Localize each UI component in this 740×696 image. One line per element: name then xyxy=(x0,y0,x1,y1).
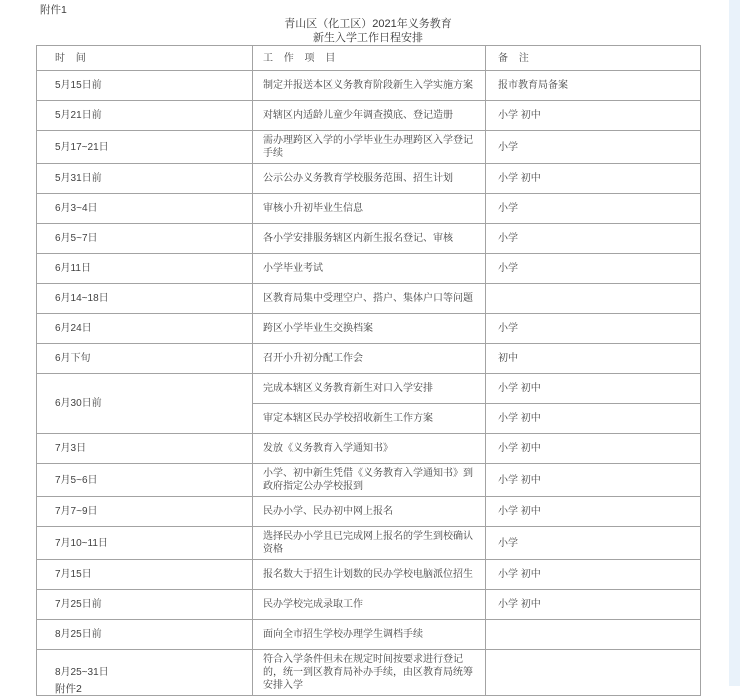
task-cell: 各小学安排服务辖区内新生报名登记、审核 xyxy=(253,224,486,254)
time-cell: 5月21日前 xyxy=(37,101,253,131)
table-row xyxy=(37,101,701,131)
task-cell: 需办理跨区入学的小学毕业生办理跨区入学登记手续 xyxy=(253,131,486,164)
table-row xyxy=(37,527,701,560)
table-row xyxy=(37,164,701,194)
header-row xyxy=(37,46,701,71)
task-cell: 完成本辖区义务教育新生对口入学安排 xyxy=(253,374,486,404)
time-cell: 6月下旬 xyxy=(37,344,253,374)
task-cell: 公示公办义务教育学校服务范围、招生计划 xyxy=(253,164,486,194)
document-title xyxy=(36,17,700,45)
task-cell: 审核小升初毕业生信息 xyxy=(253,194,486,224)
time-cell: 5月15日前 xyxy=(37,71,253,101)
task-cell: 召开小升初分配工作会 xyxy=(253,344,486,374)
task-cell: 制定并报送本区义务教育阶段新生入学实施方案 xyxy=(253,71,486,101)
table-row xyxy=(37,344,701,374)
document-title-line2: 新生入学工作日程安排 xyxy=(313,32,423,44)
table-row xyxy=(37,194,701,224)
table-row xyxy=(37,434,701,464)
header-note: 备 注 xyxy=(486,46,701,71)
note-cell: 小学 初中 xyxy=(486,497,701,527)
note-cell: 小学 xyxy=(486,194,701,224)
time-cell: 7月5~6日 xyxy=(37,464,253,497)
table-row xyxy=(37,71,701,101)
task-cell: 发放《义务教育入学通知书》 xyxy=(253,434,486,464)
time-cell: 6月5~7日 xyxy=(37,224,253,254)
note-cell: 报市教育局备案 xyxy=(486,71,701,101)
time-cell: 7月15日 xyxy=(37,560,253,590)
time-cell: 8月25日前 xyxy=(37,620,253,650)
note-cell: 小学 初中 xyxy=(486,101,701,131)
time-cell: 6月24日 xyxy=(37,314,253,344)
task-cell: 审定本辖区民办学校招收新生工作方案 xyxy=(253,404,486,434)
table-row xyxy=(37,590,701,620)
note-cell xyxy=(486,620,701,650)
task-cell: 报名数大于招生计划数的民办学校电脑派位招生 xyxy=(253,560,486,590)
time-cell: 8月25~31日 xyxy=(37,650,253,696)
scrollbar-track[interactable] xyxy=(729,0,740,686)
attachment-label: 附件1 xyxy=(40,4,67,16)
schedule-table-header xyxy=(37,46,701,71)
task-cell: 民办小学、民办初中网上报名 xyxy=(253,497,486,527)
note-cell: 小学 xyxy=(486,254,701,284)
task-cell: 对辖区内适龄儿童少年调查摸底、登记造册 xyxy=(253,101,486,131)
time-cell: 7月7~9日 xyxy=(37,497,253,527)
time-cell: 7月3日 xyxy=(37,434,253,464)
time-cell: 6月14~18日 xyxy=(37,284,253,314)
task-cell: 小学毕业考试 xyxy=(253,254,486,284)
note-cell: 小学 xyxy=(486,314,701,344)
task-cell: 小学、初中新生凭借《义务教育入学通知书》到政府指定公办学校报到 xyxy=(253,464,486,497)
task-cell: 跨区小学毕业生交换档案 xyxy=(253,314,486,344)
time-cell: 5月31日前 xyxy=(37,164,253,194)
table-row xyxy=(37,650,701,696)
note-cell: 小学 初中 xyxy=(486,464,701,497)
table-row xyxy=(37,284,701,314)
note-cell: 小学 初中 xyxy=(486,374,701,404)
header-task: 工 作 项 目 xyxy=(253,46,486,71)
table-row xyxy=(37,254,701,284)
task-cell: 符合入学条件但未在规定时间按要求进行登记的，统一到区教育局补办手续，由区教育局统筹安排入学 xyxy=(253,650,486,696)
task-cell: 民办学校完成录取工作 xyxy=(253,590,486,620)
schedule-table xyxy=(36,45,701,696)
time-cell: 6月3~4日 xyxy=(37,194,253,224)
time-cell: 6月11日 xyxy=(37,254,253,284)
table-row xyxy=(37,497,701,527)
note-cell: 初中 xyxy=(486,344,701,374)
attachment-label-bottom: 附件2 xyxy=(55,683,82,695)
note-cell: 小学 初中 xyxy=(486,590,701,620)
task-cell: 选择民办小学且已完成网上报名的学生到校确认资格 xyxy=(253,527,486,560)
table-row xyxy=(37,560,701,590)
time-cell: 7月25日前 xyxy=(37,590,253,620)
table-row xyxy=(37,224,701,254)
table-row xyxy=(37,620,701,650)
note-cell xyxy=(486,650,701,696)
time-cell: 5月17~21日 xyxy=(37,131,253,164)
note-cell: 小学 xyxy=(486,224,701,254)
header-time: 时 间 xyxy=(37,46,253,71)
table-row xyxy=(37,374,701,404)
note-cell xyxy=(486,284,701,314)
time-cell: 6月30日前 xyxy=(37,374,253,434)
task-cell: 面向全市招生学校办理学生调档手续 xyxy=(253,620,486,650)
note-cell: 小学 初中 xyxy=(486,434,701,464)
table-row xyxy=(37,464,701,497)
note-cell: 小学 xyxy=(486,527,701,560)
note-cell: 小学 初中 xyxy=(486,164,701,194)
schedule-table-body xyxy=(37,71,701,696)
note-cell: 小学 xyxy=(486,131,701,164)
task-cell: 区教育局集中受理空户、搭户、集体户口等问题 xyxy=(253,284,486,314)
note-cell: 小学 初中 xyxy=(486,560,701,590)
document-title-line1: 青山区（化工区）2021年义务教育 xyxy=(284,18,452,30)
note-cell: 小学 初中 xyxy=(486,404,701,434)
time-cell: 7月10~11日 xyxy=(37,527,253,560)
table-row xyxy=(37,314,701,344)
table-row xyxy=(37,131,701,164)
